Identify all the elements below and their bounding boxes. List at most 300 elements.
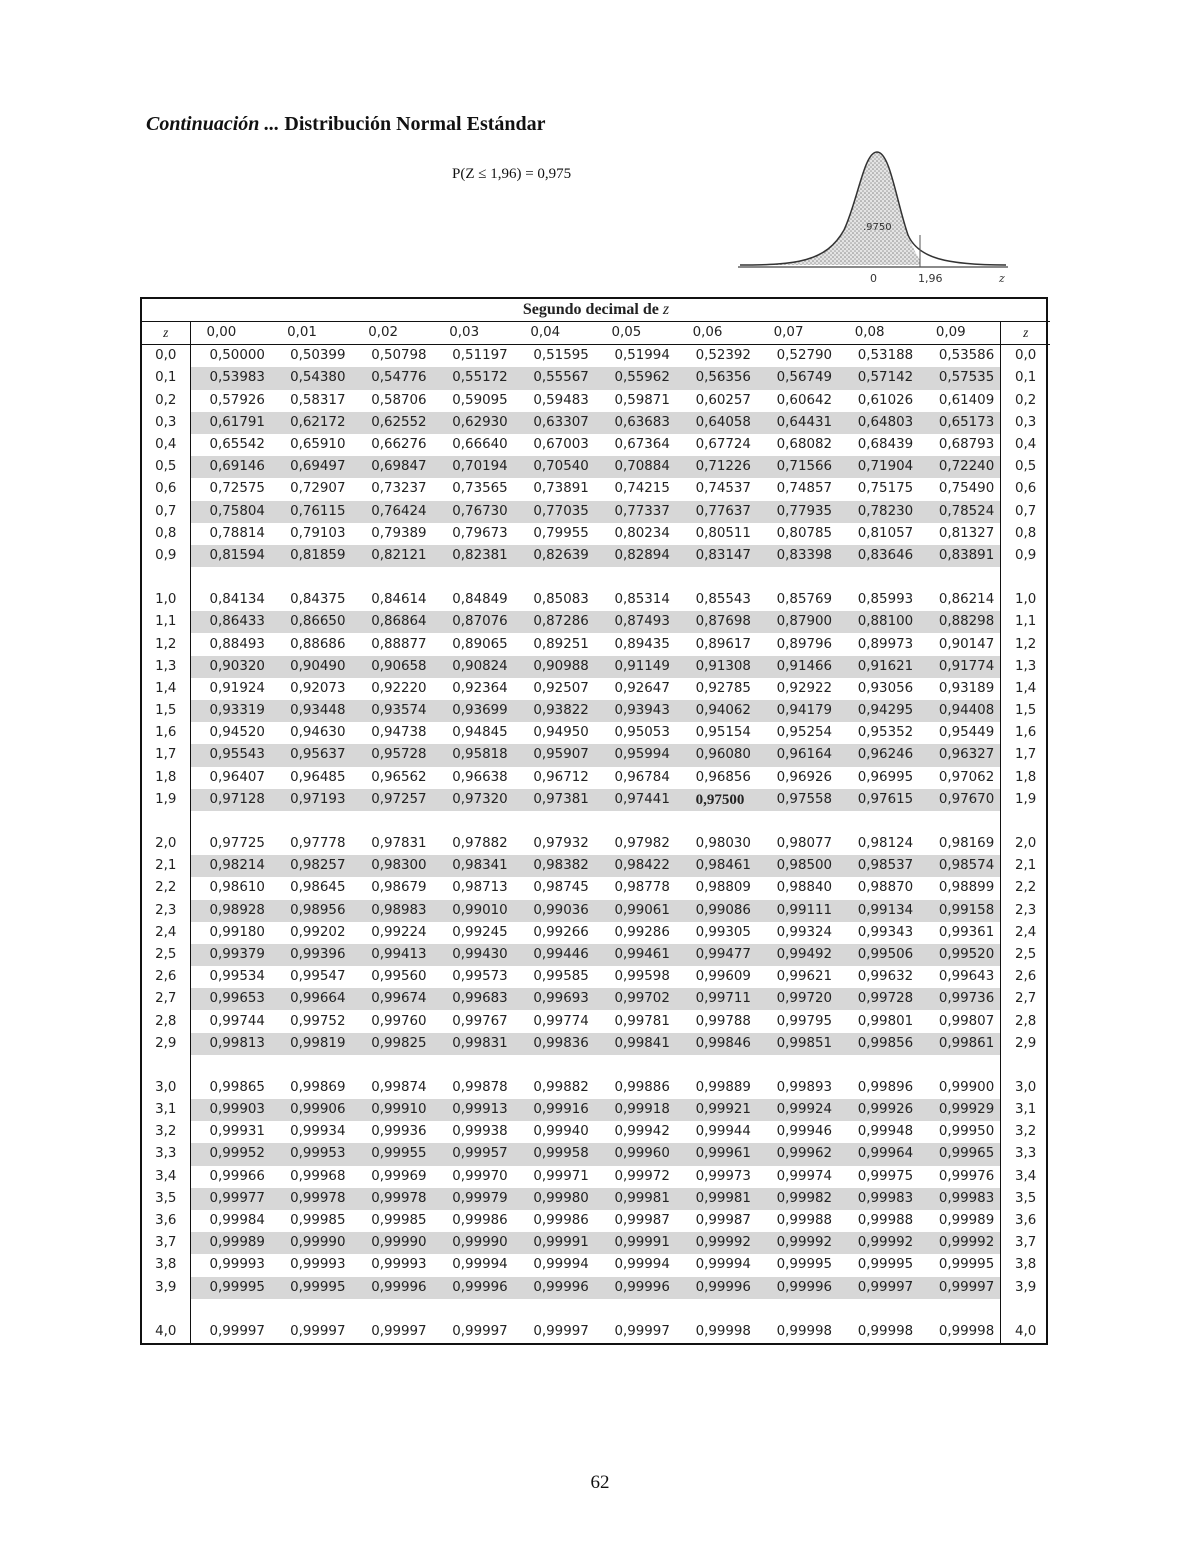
spacer-cell <box>595 1055 676 1077</box>
spacer-cell <box>433 567 514 589</box>
spacer-cell <box>190 1299 271 1321</box>
super-header <box>142 299 1050 322</box>
table-cell: 0,71904 <box>839 456 920 478</box>
row-z-label: 0,7 <box>142 501 190 523</box>
table-cell: 0,79103 <box>290 525 346 541</box>
table-cell: 0,99736 <box>920 988 1001 1010</box>
table-cell: 0,88686 <box>290 636 346 652</box>
row-z-label: 0,2 <box>142 390 190 412</box>
table-cell: 0,58317 <box>290 392 346 408</box>
table-cell: 0,99934 <box>290 1124 346 1140</box>
table-cell: 0,99986 <box>452 1213 508 1229</box>
table-cell: 0,99995 <box>776 1257 833 1273</box>
table-cell: 0,52790 <box>776 348 833 364</box>
row-z-label: 1,6 <box>142 722 190 744</box>
row-z-label-right: 0,4 <box>1001 434 1050 456</box>
table-cell: 0,99396 <box>271 944 352 966</box>
table-cell: 0,97441 <box>595 789 676 811</box>
table-cell: 0,99683 <box>433 988 514 1010</box>
table-cell: 0,59871 <box>614 392 670 408</box>
table-cell: 0,87900 <box>758 611 839 633</box>
table-cell: 0,85083 <box>533 592 589 608</box>
table-cell: 0,99997 <box>920 1277 1001 1299</box>
spacer-cell <box>142 567 190 589</box>
table-cell: 0,89796 <box>776 636 833 652</box>
table-cell: 0,97062 <box>938 769 995 785</box>
table-row <box>142 633 1050 655</box>
table-row <box>142 589 1050 611</box>
row-z-label-right: 1,2 <box>1001 633 1050 655</box>
table-row <box>142 744 1050 766</box>
row-z-label: 3,0 <box>142 1077 190 1099</box>
axis-label-zero: 0 <box>870 272 877 285</box>
table-cell: 0,99379 <box>190 944 271 966</box>
table-row <box>142 678 1050 700</box>
table-row <box>142 900 1050 922</box>
spacer-cell <box>271 1055 352 1077</box>
table-row <box>142 390 1050 412</box>
table-cell: 0,92922 <box>776 680 833 696</box>
table-cell: 0,92647 <box>614 680 670 696</box>
table-cell: 0,67724 <box>695 437 751 453</box>
table-cell: 0,75490 <box>938 481 995 497</box>
table-cell: 0,68439 <box>857 437 914 453</box>
table-cell: 0,65910 <box>290 437 346 453</box>
spacer-cell <box>758 811 839 833</box>
table-cell: 0,51595 <box>533 348 589 364</box>
table-cell: 0,75175 <box>857 481 914 497</box>
row-z-label-right: 1,7 <box>1001 744 1050 766</box>
table-cell: 0,72575 <box>209 481 265 497</box>
table-cell: 0,99720 <box>758 988 839 1010</box>
table-cell: 0,99913 <box>433 1099 514 1121</box>
table-cell: 0,99801 <box>857 1013 914 1029</box>
spacer-cell <box>352 1055 433 1077</box>
table-cell: 0,78524 <box>920 501 1001 523</box>
table-cell: 0,99886 <box>614 1079 670 1095</box>
table-cell: 0,97320 <box>433 789 514 811</box>
table-cell: 0,94950 <box>533 725 589 741</box>
axis-label-z: z <box>999 272 1005 285</box>
table-row <box>142 722 1050 744</box>
row-z-label-right: 2,1 <box>1001 855 1050 877</box>
row-z-label: 3,6 <box>142 1210 190 1232</box>
table-cell: 0,59095 <box>452 392 508 408</box>
table-cell: 0,93319 <box>190 700 271 722</box>
table-cell: 0,69146 <box>190 456 271 478</box>
table-cell: 0,93822 <box>514 700 595 722</box>
table-cell: 0,99993 <box>290 1257 346 1273</box>
spacer-cell <box>514 1055 595 1077</box>
table-cell: 0,94062 <box>677 700 758 722</box>
table-cell: 0,80234 <box>614 525 670 541</box>
axis-label-critical: 1,96 <box>918 272 943 285</box>
spacer-cell <box>142 1055 190 1077</box>
table-cell: 0,97128 <box>190 789 271 811</box>
table-cell: 0,97558 <box>758 789 839 811</box>
table-cell: 0,96995 <box>857 769 914 785</box>
table-cell: 0,99995 <box>938 1257 995 1273</box>
spacer-cell <box>433 1055 514 1077</box>
spacer-cell <box>1001 811 1050 833</box>
table-cell: 0,96638 <box>452 769 508 785</box>
row-z-label-right: 0,6 <box>1001 478 1050 500</box>
table-cell: 0,74215 <box>614 481 670 497</box>
table-cell: 0,99996 <box>677 1277 758 1299</box>
table-row <box>142 1099 1050 1121</box>
table-cell: 0,91466 <box>758 656 839 678</box>
table-row <box>142 966 1050 988</box>
spacer-cell <box>190 811 271 833</box>
table-cell: 0,85543 <box>695 592 751 608</box>
table-cell: 0,51197 <box>452 348 508 364</box>
table-cell: 0,99994 <box>452 1257 508 1273</box>
table-cell: 0,99997 <box>839 1277 920 1299</box>
table-cell: 0,99990 <box>271 1232 352 1254</box>
table-body <box>142 345 1050 1343</box>
table-cell: 0,99916 <box>514 1099 595 1121</box>
table-cell: 0,99836 <box>514 1033 595 1055</box>
table-cell: 0,77935 <box>758 501 839 523</box>
spacer-cell <box>839 567 920 589</box>
row-z-label-right: 0,5 <box>1001 456 1050 478</box>
table-cell: 0,99086 <box>677 900 758 922</box>
table-cell: 0,97725 <box>209 836 265 852</box>
table-cell: 0,99992 <box>920 1232 1001 1254</box>
table-cell: 0,99976 <box>938 1168 995 1184</box>
table-row <box>142 833 1050 855</box>
table-cell: 0,99788 <box>695 1013 751 1029</box>
table-cell: 0,82894 <box>595 545 676 567</box>
spacer-cell <box>920 1299 1001 1321</box>
table-cell: 0,86864 <box>352 611 433 633</box>
table-cell: 0,88298 <box>920 611 1001 633</box>
row-z-label-right: 1,4 <box>1001 678 1050 700</box>
table-cell: 0,63307 <box>514 412 595 434</box>
row-z-label: 1,7 <box>142 744 190 766</box>
spacer-cell <box>352 1299 433 1321</box>
row-z-label: 3,3 <box>142 1143 190 1165</box>
table-cell: 0,99957 <box>433 1143 514 1165</box>
table-cell: 0,99993 <box>209 1257 265 1273</box>
area-label: .9750 <box>863 222 892 233</box>
table-cell: 0,98500 <box>758 855 839 877</box>
table-cell: 0,96926 <box>776 769 833 785</box>
table-cell: 0,93189 <box>938 680 995 696</box>
table-cell: 0,77035 <box>514 501 595 523</box>
spacer-cell <box>920 567 1001 589</box>
table-cell: 0,95818 <box>433 744 514 766</box>
table-cell: 0,70884 <box>595 456 676 478</box>
table-cell: 0,99969 <box>371 1168 427 1184</box>
table-row <box>142 1077 1050 1099</box>
table-cell: 0,99948 <box>857 1124 914 1140</box>
table-cell: 0,98899 <box>938 880 995 896</box>
row-z-label: 1,8 <box>142 767 190 789</box>
table-cell: 0,97670 <box>920 789 1001 811</box>
z-header-left: z <box>142 322 190 345</box>
row-z-label: 1,2 <box>142 633 190 655</box>
table-cell: 0,99825 <box>352 1033 433 1055</box>
row-z-label-right: 1,8 <box>1001 767 1050 789</box>
spacer-cell <box>920 1055 1001 1077</box>
table-cell: 0,99996 <box>352 1277 433 1299</box>
table-cell: 0,99982 <box>758 1188 839 1210</box>
table-cell: 0,99980 <box>514 1188 595 1210</box>
table-cell: 0,99952 <box>190 1143 271 1165</box>
table-cell: 0,99767 <box>452 1013 508 1029</box>
table-cell: 0,99938 <box>452 1124 508 1140</box>
table-cell: 0,79673 <box>452 525 508 541</box>
table-cell: 0,99997 <box>452 1323 508 1339</box>
spacer-cell <box>839 811 920 833</box>
normal-curve-figure <box>736 140 1016 290</box>
table-cell: 0,99674 <box>352 988 433 1010</box>
table-cell: 0,99946 <box>776 1124 833 1140</box>
table-cell: 0,87286 <box>514 611 595 633</box>
table-cell: 0,85993 <box>857 592 914 608</box>
table-cell: 0,99664 <box>271 988 352 1010</box>
table-cell: 0,97932 <box>533 836 589 852</box>
table-cell: 0,99950 <box>938 1124 995 1140</box>
row-z-label-right: 0,9 <box>1001 545 1050 567</box>
table-cell: 0,98461 <box>677 855 758 877</box>
table-cell: 0,99807 <box>938 1013 995 1029</box>
row-z-label-right: 1,0 <box>1001 589 1050 611</box>
table-cell: 0,99585 <box>533 969 589 985</box>
table-cell: 0,98840 <box>776 880 833 896</box>
table-cell: 0,87698 <box>677 611 758 633</box>
table-cell: 0,99991 <box>514 1232 595 1254</box>
table-cell: 0,99492 <box>758 944 839 966</box>
table-cell: 0,99996 <box>758 1277 839 1299</box>
table-cell: 0,99702 <box>595 988 676 1010</box>
table-cell: 0,99974 <box>776 1168 833 1184</box>
table-row <box>142 434 1050 456</box>
table-cell: 0,99224 <box>371 924 427 940</box>
group-spacer <box>142 1055 1050 1077</box>
table-cell: 0,99990 <box>352 1232 433 1254</box>
table-cell: 0,99994 <box>695 1257 751 1273</box>
table-cell: 0,95053 <box>614 725 670 741</box>
table-cell: 0,97982 <box>614 836 670 852</box>
row-z-label-right: 4,0 <box>1001 1321 1050 1343</box>
table-cell: 0,96712 <box>533 769 589 785</box>
normal-table <box>140 297 1048 1345</box>
table-cell: 0,82121 <box>352 545 433 567</box>
table-cell: 0,93699 <box>433 700 514 722</box>
table-cell: 0,99711 <box>677 988 758 1010</box>
row-z-label: 2,5 <box>142 944 190 966</box>
group-spacer <box>142 567 1050 589</box>
table-cell: 0,99900 <box>938 1079 995 1095</box>
spacer-cell <box>271 811 352 833</box>
table-cell: 0,98778 <box>614 880 670 896</box>
group-spacer <box>142 811 1050 833</box>
table-cell: 0,68793 <box>938 437 995 453</box>
table-cell: 0,90320 <box>190 656 271 678</box>
super-header-text: Segundo decimal de <box>522 301 659 318</box>
table-cell: 0,94630 <box>290 725 346 741</box>
table-cell: 0,99598 <box>614 969 670 985</box>
table-cell: 0,99996 <box>514 1277 595 1299</box>
table-cell: 0,99760 <box>371 1013 427 1029</box>
table-cell: 0,99988 <box>857 1213 914 1229</box>
table-cell: 0,99921 <box>677 1099 758 1121</box>
row-z-label: 2,0 <box>142 833 190 855</box>
table-cell: 0,90824 <box>433 656 514 678</box>
column-header: 0,06 <box>677 322 758 345</box>
page-heading <box>146 113 546 136</box>
table-cell: 0,99955 <box>352 1143 433 1165</box>
table-cell: 0,97831 <box>371 836 427 852</box>
table-row <box>142 456 1050 478</box>
table-cell: 0,96407 <box>209 769 265 785</box>
row-z-label-right: 2,4 <box>1001 922 1050 944</box>
table-cell: 0,99996 <box>433 1277 514 1299</box>
table-cell: 0,99997 <box>533 1323 589 1339</box>
table-cell: 0,66276 <box>371 437 427 453</box>
spacer-cell <box>514 567 595 589</box>
table-cell: 0,99728 <box>839 988 920 1010</box>
super-header-var: z <box>662 301 670 318</box>
table-cell: 0,84375 <box>290 592 346 608</box>
table-cell: 0,99520 <box>920 944 1001 966</box>
table-cell: 0,82639 <box>514 545 595 567</box>
table-cell: 0,89617 <box>695 636 751 652</box>
row-z-label-right: 3,4 <box>1001 1166 1050 1188</box>
table-row <box>142 1033 1050 1055</box>
table-cell: 0,92507 <box>533 680 589 696</box>
table-row <box>142 855 1050 877</box>
row-z-label: 4,0 <box>142 1321 190 1343</box>
table-cell: 0,98713 <box>452 880 508 896</box>
table-cell: 0,89973 <box>857 636 914 652</box>
table-cell: 0,54776 <box>352 367 433 389</box>
table-cell: 0,99245 <box>452 924 508 940</box>
spacer-cell <box>839 1055 920 1077</box>
row-z-label: 0,5 <box>142 456 190 478</box>
table-cell: 0,98422 <box>595 855 676 877</box>
table-cell: 0,99997 <box>614 1323 670 1339</box>
row-z-label: 2,9 <box>142 1033 190 1055</box>
table-cell: 0,78814 <box>209 525 265 541</box>
table-cell: 0,55962 <box>595 367 676 389</box>
table-cell: 0,98745 <box>533 880 589 896</box>
table-row <box>142 789 1050 811</box>
table-cell: 0,99111 <box>758 900 839 922</box>
table-cell: 0,99202 <box>290 924 346 940</box>
row-z-label-right: 0,8 <box>1001 523 1050 545</box>
table-cell: 0,99981 <box>677 1188 758 1210</box>
table-cell: 0,99989 <box>190 1232 271 1254</box>
row-z-label: 2,3 <box>142 900 190 922</box>
column-header: 0,08 <box>839 322 920 345</box>
table-row <box>142 877 1050 899</box>
table-cell: 0,65542 <box>209 437 265 453</box>
table-cell: 0,68082 <box>776 437 833 453</box>
z-header-right: z <box>1001 322 1050 345</box>
table-cell: 0,67003 <box>533 437 589 453</box>
table-cell: 0,99953 <box>271 1143 352 1165</box>
table-row <box>142 1188 1050 1210</box>
table-cell: 0,95449 <box>938 725 995 741</box>
table-cell: 0,99865 <box>209 1079 265 1095</box>
table-cell: 0,99158 <box>920 900 1001 922</box>
table-cell: 0,93056 <box>857 680 914 696</box>
table-cell: 0,63683 <box>595 412 676 434</box>
table-cell: 0,99966 <box>209 1168 265 1184</box>
table-cell: 0,94520 <box>209 725 265 741</box>
table-cell: 0,83398 <box>758 545 839 567</box>
table-cell: 0,98030 <box>695 836 751 852</box>
table-cell: 0,53586 <box>938 348 995 364</box>
table-cell: 0,62172 <box>271 412 352 434</box>
table-cell: 0,99983 <box>839 1188 920 1210</box>
table-cell: 0,98214 <box>190 855 271 877</box>
spacer-cell <box>677 1299 758 1321</box>
table-cell: 0,61026 <box>857 392 914 408</box>
spacer-cell <box>514 1299 595 1321</box>
table-cell: 0,99994 <box>533 1257 589 1273</box>
table-row <box>142 767 1050 789</box>
table-cell: 0,99973 <box>695 1168 751 1184</box>
table-cell: 0,64431 <box>758 412 839 434</box>
table-cell: 0,99906 <box>271 1099 352 1121</box>
table-cell: 0,65173 <box>920 412 1001 434</box>
table-cell: 0,74857 <box>776 481 833 497</box>
table-cell: 0,98124 <box>857 836 914 852</box>
group-spacer <box>142 1299 1050 1321</box>
row-z-label-right: 2,6 <box>1001 966 1050 988</box>
table-cell: 0,99861 <box>920 1033 1001 1055</box>
row-z-label-right: 2,7 <box>1001 988 1050 1010</box>
table-cell: 0,78230 <box>839 501 920 523</box>
table-cell: 0,99989 <box>938 1213 995 1229</box>
table-cell: 0,99990 <box>433 1232 514 1254</box>
table-cell: 0,84849 <box>452 592 508 608</box>
table-cell: 0,52392 <box>695 348 751 364</box>
table-cell: 0,99851 <box>758 1033 839 1055</box>
table-row <box>142 656 1050 678</box>
table-cell: 0,54380 <box>271 367 352 389</box>
table-cell: 0,97778 <box>290 836 346 852</box>
table-cell: 0,86214 <box>938 592 995 608</box>
table-cell: 0,72240 <box>920 456 1001 478</box>
table-cell: 0,83891 <box>920 545 1001 567</box>
spacer-cell <box>595 567 676 589</box>
spacer-cell <box>142 811 190 833</box>
table-cell: 0,92220 <box>371 680 427 696</box>
table-cell: 0,99693 <box>514 988 595 1010</box>
table-cell: 0,99975 <box>857 1168 914 1184</box>
spacer-cell <box>677 811 758 833</box>
table-cell: 0,86433 <box>190 611 271 633</box>
spacer-cell <box>1001 567 1050 589</box>
table-cell: 0,95907 <box>514 744 595 766</box>
row-z-label-right: 2,2 <box>1001 877 1050 899</box>
table-cell: 0,81859 <box>271 545 352 567</box>
table-cell: 0,82381 <box>433 545 514 567</box>
table-cell: 0,98169 <box>938 836 995 852</box>
table-cell: 0,98928 <box>190 900 271 922</box>
column-header: 0,01 <box>271 322 352 345</box>
table-cell: 0,84614 <box>371 592 427 608</box>
table-cell: 0,99573 <box>452 969 508 985</box>
table-cell: 0,99940 <box>533 1124 589 1140</box>
row-z-label-right: 1,5 <box>1001 700 1050 722</box>
table-cell: 0,99998 <box>776 1323 833 1339</box>
